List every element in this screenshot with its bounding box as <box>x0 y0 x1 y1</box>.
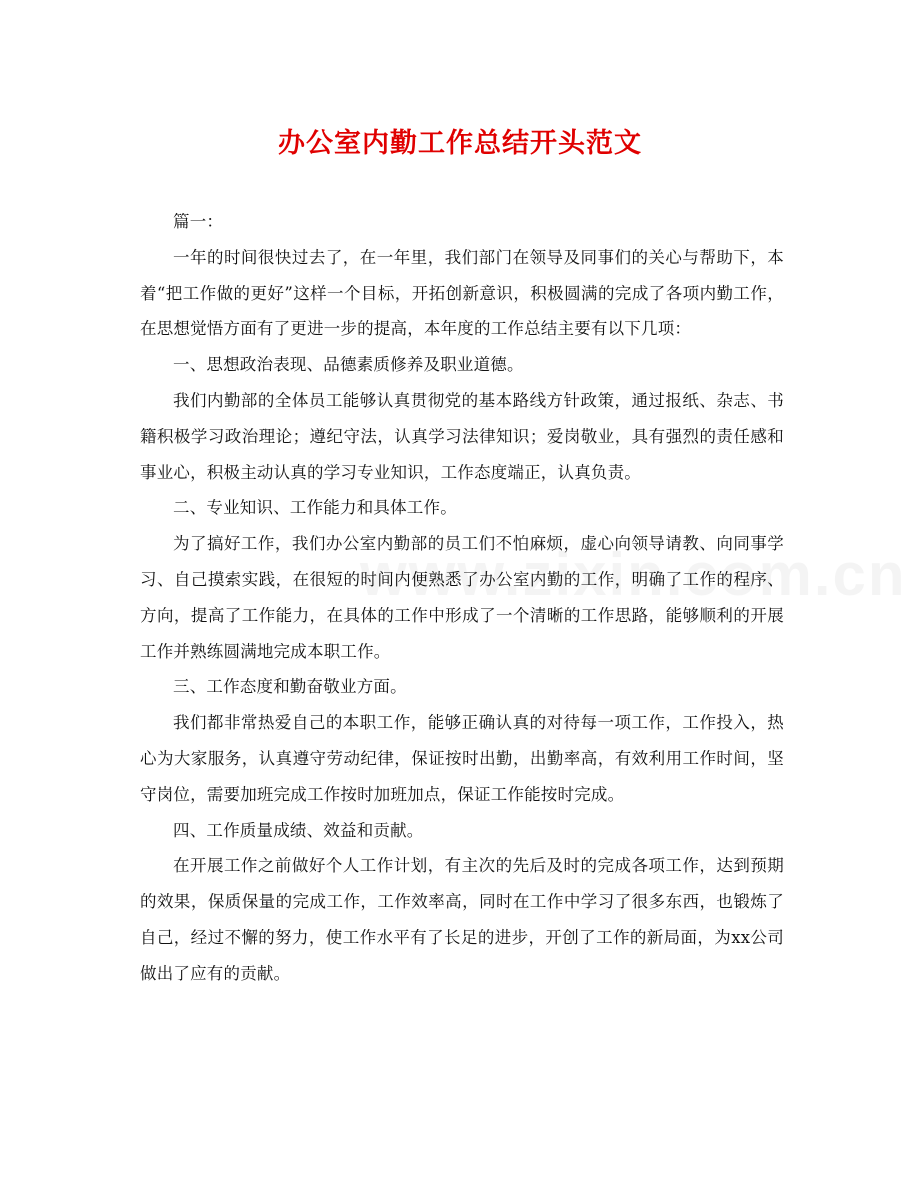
paragraph-intro: 一年的时间很快过去了，在一年里，我们部门在领导及同事们的关心与帮助下，本着“把工作做的更好”这样一个目标，开拓创新意识，积极圆满的完成了各项内勤工作，在思想觉悟方面有了更进一步的提高，本年度的工作总结主要有以下几项： <box>140 247 784 339</box>
section-heading-1: 一、思想政治表现、品德素质修养及职业道德。 <box>173 355 524 375</box>
section-body-2: 为了搞好工作，我们办公室内勤部的员工们不怕麻烦，虚心向领导请教、向同事学习、自己摸索实践，在很短的时间内便熟悉了办公室内勤的工作，明确了工作的程序、方向，提高了工作能力，在具体的工作中形成了一个清晰的工作思路，能够顺利的开展工作并熟练圆满地完成本职工作。 <box>140 534 784 661</box>
paragraph-heading-part-one: 篇一： <box>173 212 224 231</box>
section-body-4: 在开展工作之前做好个人工作计划，有主次的先后及时的完成各项工作，达到预期的效果，保质保量的完成工作，工作效率高，同时在工作中学习了很多东西，也锻炼了自己，经过不懈的努力，使工作水平有了长足的进步，开创了工作的新局面，为xx公司做出了应有的贡献。 <box>140 856 784 983</box>
section-body-1: 我们内勤部的全体员工能够认真贯彻党的基本路线方针政策，通过报纸、杂志、书籍积极学习政治理论；遵纪守法，认真学习法律知识；爱岗敬业，具有强烈的责任感和事业心，积极主动认真的学习专业知识，工作态度端正，认真负责。 <box>140 390 784 482</box>
section-heading-2: 二、专业知识、工作能力和具体工作。 <box>173 498 457 518</box>
document-title: 办公室内勤工作总结开头范文 <box>278 128 642 159</box>
document-body <box>140 204 784 992</box>
section-body-3: 我们都非常热爱自己的本职工作，能够正确认真的对待每一项工作，工作投入，热心为大家服务，认真遵守劳动纪律，保证按时出勤，出勤率高，有效利用工作时间，坚守岗位，需要加班完成工作按时加班加点，保证工作能按时完成。 <box>140 713 784 804</box>
section-heading-4: 四、工作质量成绩、效益和贡献。 <box>173 820 424 840</box>
section-heading-3: 三、工作态度和勤奋敬业方面。 <box>173 677 407 697</box>
